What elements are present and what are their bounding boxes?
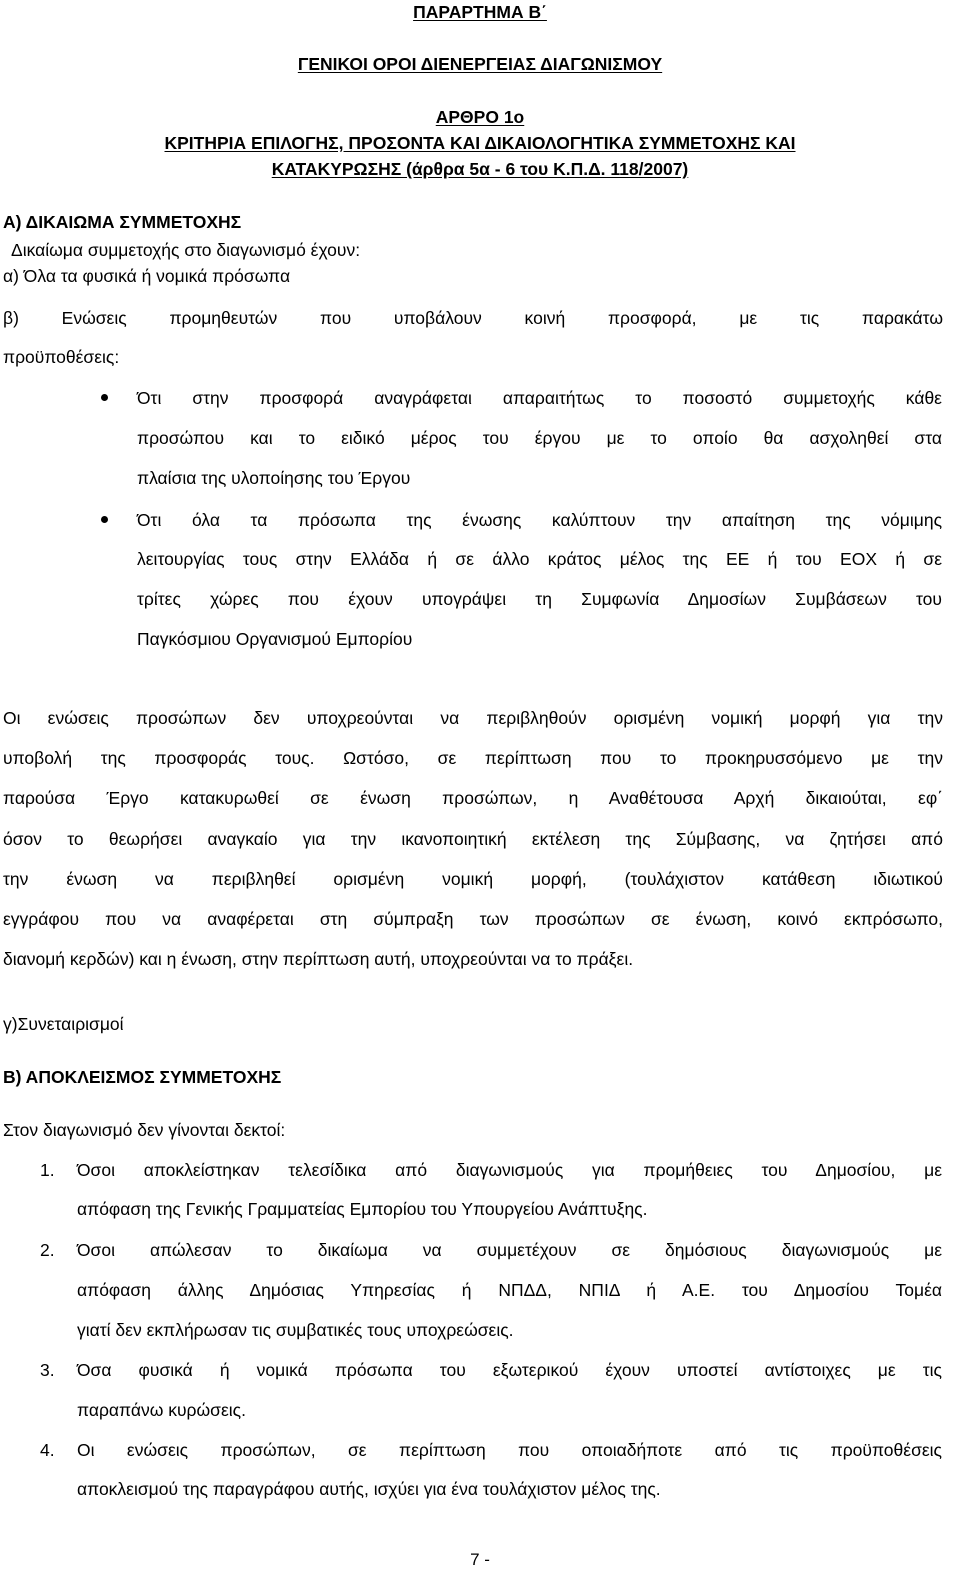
section-a-item-b-line-1: β) Ενώσεις προμηθευτών που υποβάλουν κοινή προσφορά, με τις παρακάτω xyxy=(3,308,943,328)
exclusion-2-line-3: γιατί δεν εκπλήρωσαν τις συμβατικές τους υποχρεώσεις. xyxy=(77,1320,514,1340)
paragraph-line-1: Οι ενώσεις προσώπων δεν υποχρεούνται να περιβληθούν ορισμένη νομική μορφή για την xyxy=(3,708,943,728)
article-title: ΑΡΘΡΟ 1ο xyxy=(435,107,525,127)
paragraph-line-7: διανομή κερδών) και η ένωση, στην περίπτωση αυτή, υποχρεούνται να το πράξει. xyxy=(3,949,634,969)
exclusion-4-line-2: αποκλεισμού της παραγράφου αυτής, ισχύει για ένα τουλάχιστον μέλος της. xyxy=(77,1479,661,1499)
exclusion-2-line-1: Όσοι απώλεσαν το δικαίωμα να συμμετέχουν σε δημόσιους διαγωνισμούς με xyxy=(77,1240,942,1260)
page-number: 7 - xyxy=(470,1550,490,1569)
paragraph-line-5: την ένωση να περιβληθεί ορισμένη νομική μορφή, (τουλάχιστον κατάθεση ιδιωτικού xyxy=(3,869,943,889)
criteria-title-line-1: ΚΡΙΤΗΡΙΑ ΕΠΙΛΟΓΗΣ, ΠΡΟΣΟΝΤΑ ΚΑΙ ΔΙΚΑΙΟΛΟΓΗΤΙΚΑ ΣΥΜΜΕΤΟΧΗΣ ΚΑΙ xyxy=(164,133,796,153)
paragraph-line-6: εγγράφου που να αναφέρεται στη σύμπραξη των προσώπων σε ένωση, κοινό εκπρόσωπο, xyxy=(3,909,943,929)
paragraph-line-2: υποβολή της προσφοράς τους. Ωστόσο, σε περίπτωση που το προκηρυσσόμενο με την xyxy=(3,748,943,768)
bullet-2-line-1: Ότι όλα τα πρόσωπα της ένωσης καλύπτουν την απαίτηση της νόμιμης xyxy=(137,510,942,530)
exclusion-1-line-1: Όσοι αποκλείστηκαν τελεσίδικα από διαγωνισμούς για προμήθειες του Δημοσίου, με xyxy=(77,1160,942,1180)
bullet-2-line-2: λειτουργίας τους στην Ελλάδα ή σε άλλο κράτος μέλος της ΕΕ ή του ΕΟΧ ή σε xyxy=(137,549,942,569)
exclusion-3-line-2: παραπάνω κυρώσεις. xyxy=(77,1400,246,1420)
annex-title: ΠΑΡΑΡΤΗΜΑ Β΄ xyxy=(413,2,547,22)
bullet-1-line-1: Ότι στην προσφορά αναγράφεται απαραιτήτως το ποσοστό συμμετοχής κάθε xyxy=(137,388,942,408)
bullet-2-line-4: Παγκόσμιου Οργανισμού Εμπορίου xyxy=(137,629,413,649)
bullet-2-line-3: τρίτες χώρες που έχουν υπογράψει τη Συμφωνία Δημοσίων Συμβάσεων του xyxy=(137,589,942,609)
section-b-intro: Στον διαγωνισμό δεν γίνονται δεκτοί: xyxy=(3,1120,286,1140)
list-number: 2. xyxy=(40,1240,55,1260)
list-number: 1. xyxy=(40,1160,55,1180)
exclusion-2-line-2: απόφαση άλλης Δημόσιας Υπηρεσίας ή ΝΠΔΔ, ΝΠΙΔ ή Α.Ε. του Δημοσίου Τομέα xyxy=(77,1280,942,1300)
exclusion-4-line-1: Οι ενώσεις προσώπων, σε περίπτωση που οποιαδήποτε από τις προϋποθέσεις xyxy=(77,1440,942,1460)
bullet-1-line-2: προσώπου και το ειδικό μέρος του έργου με το οποίο θα ασχοληθεί στα xyxy=(137,428,942,448)
section-a-title: Α) ΔΙΚΑΙΩΜΑ ΣΥΜΜΕΤΟΧΗΣ xyxy=(3,212,242,232)
criteria-title-line-2: ΚΑΤΑΚΥΡΩΣΗΣ (άρθρα 5α - 6 του Κ.Π.Δ. 118/2007) xyxy=(271,159,689,179)
section-a-item-b-line-2: προϋποθέσεις: xyxy=(3,347,120,367)
paragraph-line-4: όσον το θεωρήσει αναγκαίο για την ικανοποιητική εκτέλεση της Σύμβασης, να ζητήσει από xyxy=(3,829,943,849)
general-terms-title: ΓΕΝΙΚΟΙ ΟΡΟΙ ΔΙΕΝΕΡΓΕΙΑΣ ΔΙΑΓΩΝΙΣΜΟΥ xyxy=(297,54,663,74)
section-a-item-c: γ)Συνεταιρισμοί xyxy=(3,1014,124,1034)
list-number: 4. xyxy=(40,1440,55,1460)
bullet-marker xyxy=(101,394,108,401)
list-number: 3. xyxy=(40,1360,55,1380)
paragraph-line-3: παρούσα Έργο κατακυρωθεί σε ένωση προσώπων, η Αναθέτουσα Αρχή δικαιούται, εφ΄ xyxy=(3,788,943,808)
section-b-title: Β) ΑΠΟΚΛΕΙΣΜΟΣ ΣΥΜΜΕΤΟΧΗΣ xyxy=(3,1067,282,1087)
section-a-item-a: α) Όλα τα φυσικά ή νομικά πρόσωπα xyxy=(3,266,291,286)
bullet-1-line-3: πλαίσια της υλοποίησης του Έργου xyxy=(137,468,411,488)
bullet-marker xyxy=(101,516,108,523)
section-a-intro: Δικαίωμα συμμετοχής στο διαγωνισμό έχουν: xyxy=(11,240,361,260)
exclusion-1-line-2: απόφαση της Γενικής Γραμματείας Εμπορίου του Υπουργείου Ανάπτυξης. xyxy=(77,1199,648,1219)
exclusion-3-line-1: Όσα φυσικά ή νομικά πρόσωπα του εξωτερικού έχουν υποστεί αντίστοιχες με τις xyxy=(77,1360,942,1380)
